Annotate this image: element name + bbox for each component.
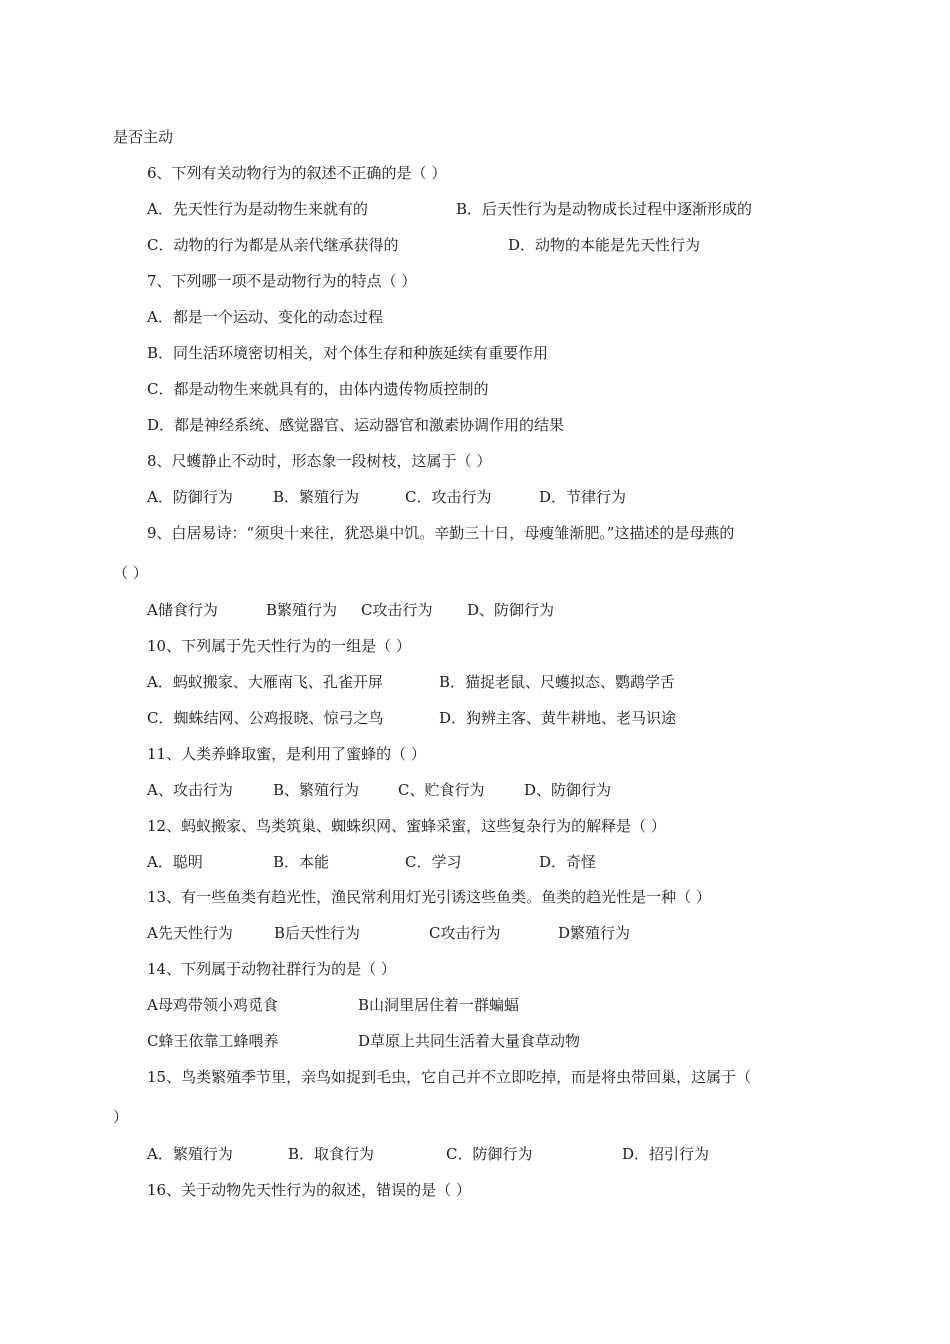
option-c: C攻击行为 xyxy=(429,924,501,942)
option-a: A先天性行为 xyxy=(147,924,233,942)
option-d: D草原上共同生活着大量食草动物 xyxy=(358,1032,581,1050)
option-d: D、防御行为 xyxy=(467,601,555,619)
option-b: B．猫捉老鼠、尺蠖拟态、鹦鹉学舌 xyxy=(439,673,676,691)
option-d: D．招引行为 xyxy=(622,1145,710,1163)
option-a: A母鸡带领小鸡觅食 xyxy=(147,996,278,1014)
question-7: 7、下列哪一项不是动物行为的特点（ ） xyxy=(147,272,417,290)
option-b: B．取食行为 xyxy=(288,1145,375,1163)
option-d: D．动物的本能是先天性行为 xyxy=(508,236,701,254)
question-12: 12、蚂蚁搬家、鸟类筑巢、蜘蛛织网、蜜蜂采蜜，这些复杂行为的解释是（ ） xyxy=(147,817,666,835)
question-13: 13、有一些鱼类有趋光性，渔民常利用灯光引诱这些鱼类。鱼类的趋光性是一种（ ） xyxy=(147,888,711,906)
question-8: 8、尺蠖静止不动时，形态象一段树枝，这属于（ ） xyxy=(147,452,492,470)
option-c: C．动物的行为都是从亲代继承获得的 xyxy=(147,236,399,254)
q7-option-c: C．都是动物生来就具有的，由体内遗传物质控制的 xyxy=(147,380,489,398)
option-a: A．先天性行为是动物生来就有的 xyxy=(147,200,368,218)
option-a: A．蚂蚁搬家、大雁南飞、孔雀开屏 xyxy=(147,673,383,691)
option-a: A．防御行为 xyxy=(147,488,233,506)
option-d: D．节律行为 xyxy=(539,488,627,506)
option-d: D繁殖行为 xyxy=(558,924,631,942)
q6-options-ab xyxy=(147,199,753,219)
option-b: B．繁殖行为 xyxy=(273,488,360,506)
option-a: A．繁殖行为 xyxy=(147,1145,233,1163)
option-b: B山洞里居住着一群蝙蝠 xyxy=(358,996,520,1014)
question-16: 16、关于动物先天性行为的叙述，错误的是（ ） xyxy=(147,1181,471,1199)
option-b: B后天性行为 xyxy=(274,924,361,942)
q6-options-cd xyxy=(147,235,701,255)
option-b: B．后天性行为是动物成长过程中逐渐形成的 xyxy=(456,200,753,218)
continuation-line: 是否主动 xyxy=(113,128,174,146)
option-a: A、攻击行为 xyxy=(147,781,233,799)
option-d: D、防御行为 xyxy=(524,781,612,799)
question-15-wrap: ） xyxy=(113,1108,129,1126)
option-b: B．本能 xyxy=(273,853,330,871)
option-a: A储食行为 xyxy=(147,601,218,619)
option-c: C蜂王依靠工蜂喂养 xyxy=(147,1032,279,1050)
option-c: C．蜘蛛结网、公鸡报晓、惊弓之鸟 xyxy=(147,709,384,727)
question-11: 11、人类养蜂取蜜，是利用了蜜蜂的（ ） xyxy=(147,745,426,763)
option-b: B繁殖行为 xyxy=(266,601,338,619)
option-c: C．学习 xyxy=(405,853,462,871)
option-c: C．攻击行为 xyxy=(405,488,492,506)
option-c: C．防御行为 xyxy=(446,1145,533,1163)
question-15: 15、鸟类繁殖季节里，亲鸟如捉到毛虫，它自己并不立即吃掉，而是将虫带回巢，这属于（ xyxy=(147,1068,752,1086)
option-d: D．奇怪 xyxy=(539,853,597,871)
option-a: A．聪明 xyxy=(147,853,203,871)
option-c: C攻击行为 xyxy=(361,601,433,619)
option-b: B、繁殖行为 xyxy=(273,781,360,799)
question-10: 10、下列属于先天性行为的一组是（ ） xyxy=(147,637,411,655)
question-9: 9、白居易诗：“须臾十来往，犹恐巢中饥。辛勤三十日，母瘦雏渐肥。”这描述的是母燕的 xyxy=(147,524,735,542)
question-9-wrap: （ ） xyxy=(113,564,148,582)
q7-option-b: B．同生活环境密切相关，对个体生存和种族延续有重要作用 xyxy=(147,344,549,362)
option-c: C、贮食行为 xyxy=(398,781,485,799)
q7-option-d: D．都是神经系统、感觉器官、运动器官和激素协调作用的结果 xyxy=(147,416,565,434)
question-6: 6、下列有关动物行为的叙述不正确的是（ ） xyxy=(147,164,447,182)
question-14: 14、下列属于动物社群行为的是（ ） xyxy=(147,960,396,978)
option-d: D．狗辨主客、黄牛耕地、老马识途 xyxy=(439,709,677,727)
q7-option-a: A．都是一个运动、变化的动态过程 xyxy=(147,308,383,326)
